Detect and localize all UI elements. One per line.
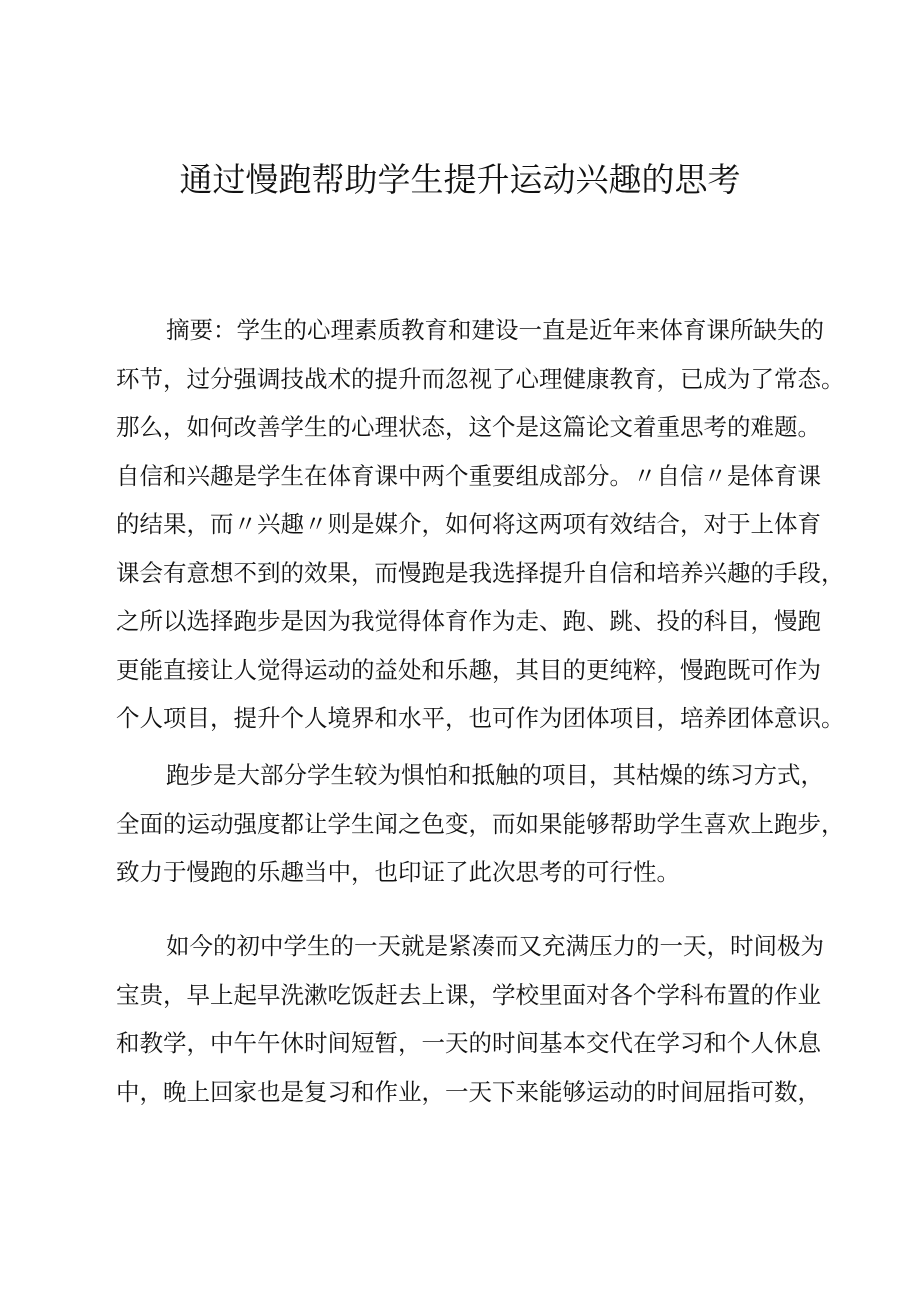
paragraph-line: 那么，如何改善学生的心理状态，这个是这篇论文着重思考的难题。 — [116, 413, 821, 441]
paragraph-line: 更能直接让人觉得运动的益处和乐趣，其目的更纯粹，慢跑既可作为 — [116, 655, 821, 684]
paragraph-line: 的结果，而〃兴趣〃则是媒介，如何将这两项有效结合，对于上体育 — [116, 510, 821, 538]
paragraph-line: 个人项目，提升个人境界和水平，也可作为团体项目，培养团体意识。 — [116, 704, 845, 732]
paragraph-line: 如今的初中学生的一天就是紧凑而又充满压力的一天，时间极为 — [166, 932, 824, 960]
body-paragraph — [116, 751, 845, 897]
paragraph-line: 自信和兴趣是学生在体育课中两个重要组成部分。〃自信〃是体育课 — [116, 461, 821, 490]
paragraph-line: 跑步是大部分学生较为惧怕和抵触的项目，其枯燥的练习方式， — [166, 761, 824, 789]
paragraph-line: 宝贵，早上起早洗漱吃饭赶去上课，学校里面对各个学科布置的作业 — [116, 980, 821, 1009]
paragraph-line: 之所以选择跑步是因为我觉得体育作为走、跑、跳、投的科目，慢跑 — [116, 607, 821, 635]
abstract-paragraph — [116, 306, 845, 743]
body-paragraph — [116, 922, 824, 1116]
paragraph-line: 全面的运动强度都让学生闻之色变，而如果能够帮助学生喜欢上跑步， — [116, 809, 845, 838]
paragraph-line: 和教学，中午午休时间短暂，一天的时间基本交代在学习和个人休息 — [116, 1029, 821, 1057]
paragraph-line: 环节，过分强调技战术的提升而忽视了心理健康教育，已成为了常态。 — [116, 364, 845, 393]
paragraph-line: 摘要：学生的心理素质教育和建设一直是近年来体育课所缺失的 — [166, 316, 824, 344]
paragraph-line: 中，晚上回家也是复习和作业，一天下来能够运动的时间屈指可数， — [116, 1077, 821, 1106]
document-title: 通过慢跑帮助学生提升运动兴趣的思考 — [179, 160, 741, 199]
paragraph-line: 课会有意想不到的效果，而慢跑是我选择提升自信和培养兴趣的手段， — [116, 558, 845, 587]
paragraph-line: 致力于慢跑的乐趣当中，也印证了此次思考的可行性。 — [116, 858, 680, 886]
